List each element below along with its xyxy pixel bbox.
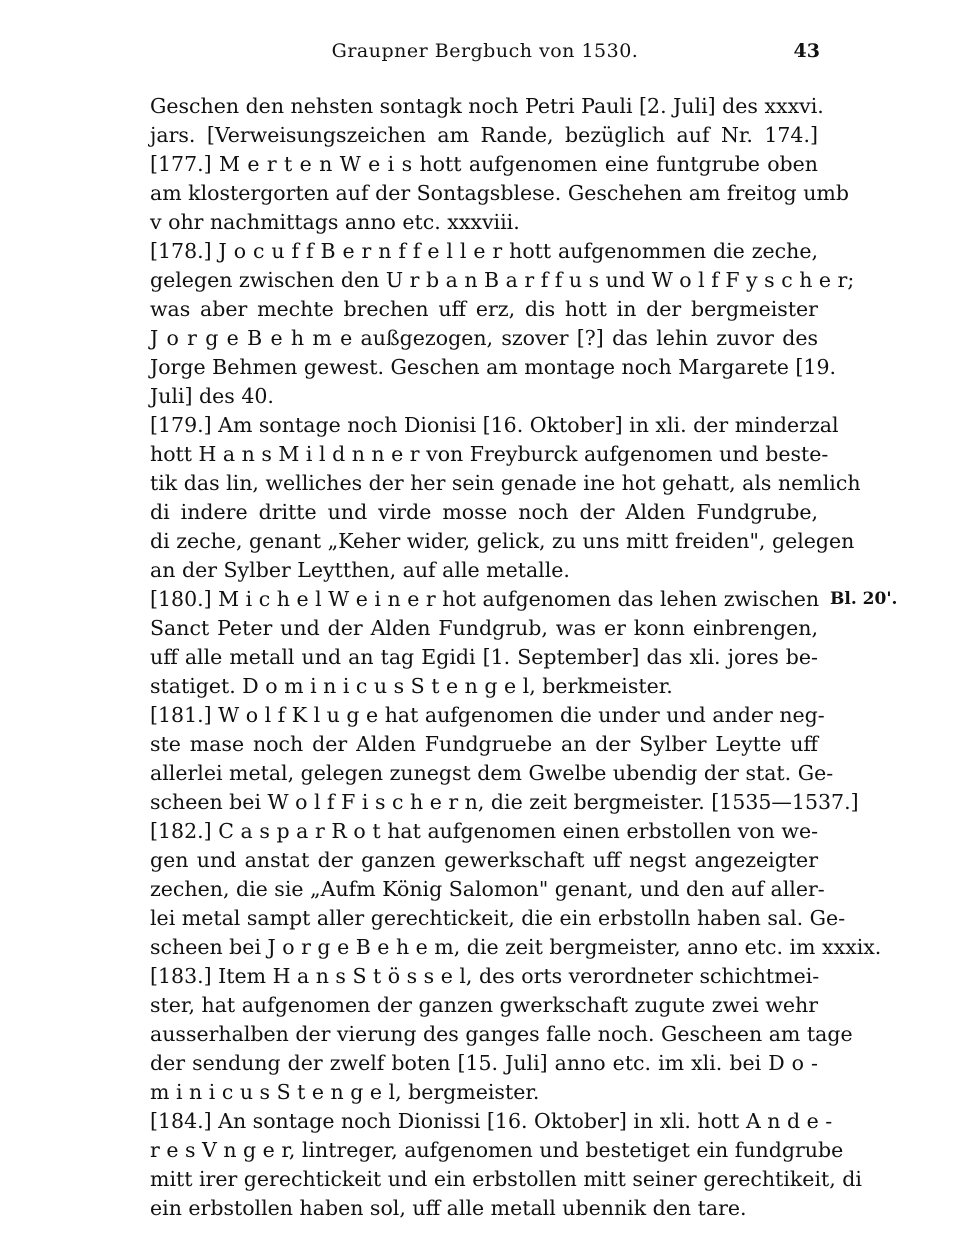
- text-line: [178.] J o c u f f B e r n f f e l l e r hott aufgenommen die zeche,: [150, 239, 818, 263]
- text-line: v ohr nachmittags anno etc. xxxviii.: [150, 210, 520, 234]
- margin-note: Bl. 20'.: [830, 589, 898, 609]
- text-line: hott H a n s M i l d n n e r von Freyburck aufgenomen und beste-: [150, 442, 829, 466]
- text-line: r e s V n g e r, lintreger, aufgenomen und bestetiget ein fundgrube: [150, 1138, 844, 1162]
- text-line: Jorge Behmen gewest. Geschen am montage noch Margarete [19.: [150, 355, 837, 379]
- text-line: jars. [Verweisungszeichen am Rande, bezüglich auf Nr. 174.]: [150, 123, 818, 147]
- text-line: J o r g e B e h m e außgezogen, szover [?] das lehin zuvor des: [150, 326, 818, 350]
- page-number: 43: [793, 40, 820, 62]
- text-line: m i n i c u s S t e n g e l, bergmeister.: [150, 1080, 540, 1104]
- text-line: [183.] Item H a n s S t ö s s e l, des orts verordneter schichtmei-: [150, 964, 820, 988]
- running-head: [150, 40, 820, 70]
- text-line: am klostergorten auf der Sontagsblese. Geschehen am freitog umb: [150, 181, 849, 205]
- text-line: tik das lin, welliches der her sein genade ine hot gehatt, als nemlich: [150, 471, 861, 495]
- text-line: scheen bei W o l f F i s c h e r n, die zeit bergmeister. [1535—1537.]: [150, 790, 859, 814]
- text-line: [180.] M i c h e l W e i n e r hot aufgenomen das lehen zwischen: [150, 587, 820, 611]
- text-line: Sanct Peter und der Alden Fundgrub, was er konn einbrengen,: [150, 616, 818, 640]
- text-line: ster, hat aufgenomen der ganzen gwerkschaft zugute zwei wehr: [150, 993, 818, 1017]
- text-line: zechen, die sie „Aufm König Salomon" genant, und den auf aller-: [150, 877, 825, 901]
- text-line: statiget. D o m i n i c u s S t e n g e l, berkmeister.: [150, 674, 673, 698]
- text-line: allerlei metal, gelegen zunegst dem Gwelbe ubendig der stat. Ge-: [150, 761, 834, 785]
- text-line: uff alle metall und an tag Egidi [1. September] das xli. jores be-: [150, 645, 818, 669]
- text-line: lei metal sampt aller gerechtickeit, die ein erbstolln haben sal. Ge-: [150, 906, 846, 930]
- running-title: Graupner Bergbuch von 1530.: [331, 40, 639, 62]
- text-line: ausserhalben der vierung des ganges falle noch. Gescheen am tage: [150, 1022, 853, 1046]
- text-line: an der Sylber Leytthen, auf alle metalle.: [150, 558, 570, 582]
- text-line: ein erbstollen haben sol, uff alle metall ubennik den tare.: [150, 1196, 747, 1220]
- text-line: was aber mechte brechen uff erz, dis hott in der bergmeister: [150, 297, 818, 321]
- text-line: Geschen den nehsten sontagk noch Petri Pauli [2. Juli] des xxxvi.: [150, 94, 824, 118]
- text-line: der sendung der zwelf boten [15. Juli] anno etc. im xli. bei D o -: [150, 1051, 818, 1075]
- text-line: ste mase noch der Alden Fundgruebe an der Sylber Leytte uff: [150, 732, 818, 756]
- text-line: gelegen zwischen den U r b a n B a r f f u s und W o l f F y s c h e r;: [150, 268, 855, 292]
- text-line: [182.] C a s p a r R o t hat aufgenomen einen erbstollen von we-: [150, 819, 818, 843]
- text-line: [177.] M e r t e n W e i s hott aufgenomen eine funtgrube oben: [150, 152, 818, 176]
- text-line: [184.] An sontage noch Dionissi [16. Oktober] in xli. hott A n d e -: [150, 1109, 833, 1133]
- text-line: [181.] W o l f K l u g e hat aufgenomen die under und ander neg-: [150, 703, 825, 727]
- text-line: di zeche, genant „Keher wider, gelick, zu uns mitt freiden", gelegen: [150, 529, 855, 553]
- text-line: gen und anstat der ganzen gewerkschaft uff negst angezeigter: [150, 848, 818, 872]
- text-line: di indere dritte und virde mosse noch der Alden Fundgrube,: [150, 500, 818, 524]
- text-line: mitt irer gerechtickeit und ein erbstollen mitt seiner gerechtikeit, di: [150, 1167, 862, 1191]
- text-line: Juli] des 40.: [150, 384, 274, 408]
- text-line: scheen bei J o r g e B e h e m, die zeit bergmeister, anno etc. im xxxix.: [150, 935, 882, 959]
- text-line: [179.] Am sontage noch Dionisi [16. Oktober] in xli. der minderzal: [150, 413, 839, 437]
